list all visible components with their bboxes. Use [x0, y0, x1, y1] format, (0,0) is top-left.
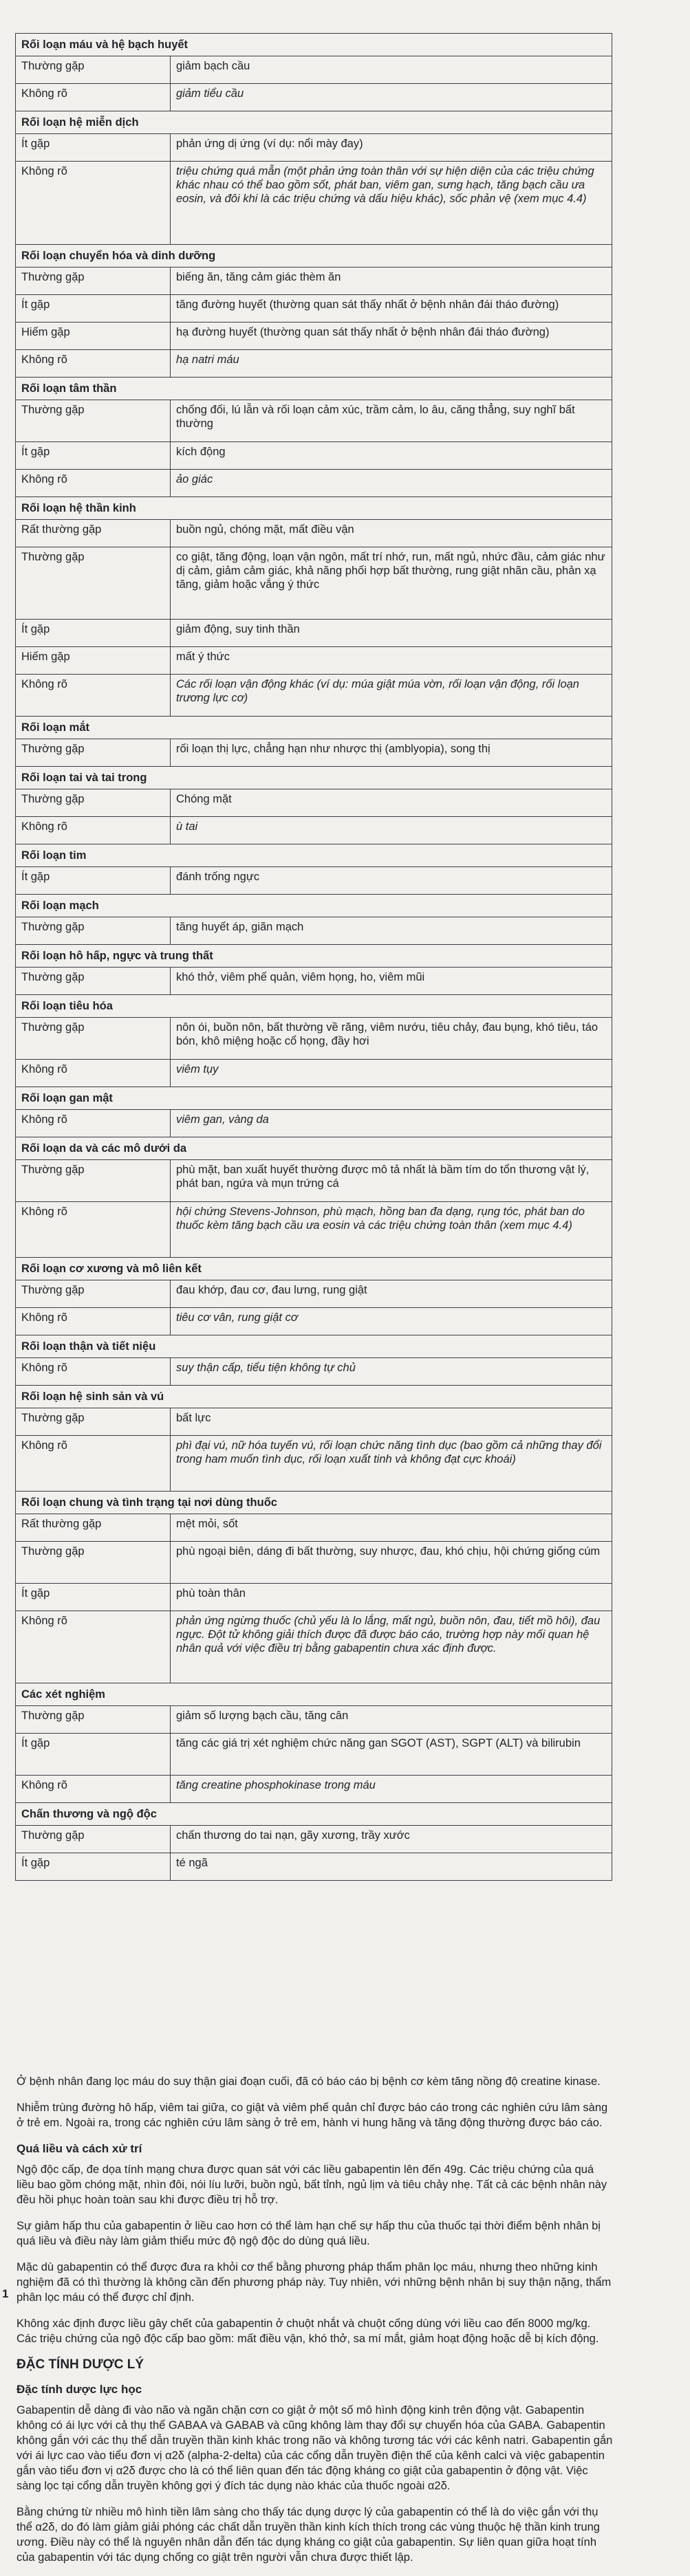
overdose-paragraph-4: Không xác định được liều gây chết của gabapentin ở chuột nhắt và chuột cống dùng với liều cao đến 8000 mg/kg. Các triệu chứng của ngộ độc cấp bao gồm: mất điều vận, khó thở, sa mí mắt, giảm hoạt động hoặc dễ bị kích động. — [17, 2317, 599, 2345]
adverse-reactions-table — [15, 33, 612, 1881]
reaction-cell: hội chứng Stevens-Johnson, phù mạch, hồng ban đa dạng, rụng tóc, phát ban do thuốc kèm tăng bạch cầu ưa eosin và các triệu chứng toàn thân (xem mục 4.4) — [171, 1202, 612, 1258]
frequency-cell: Không rõ — [16, 84, 171, 111]
frequency-cell: Thường gặp — [16, 1408, 171, 1436]
section-title: Rối loạn gan mật — [16, 1087, 612, 1110]
table-row — [16, 323, 612, 350]
reaction-cell: suy thận cấp, tiểu tiện không tự chủ — [171, 1358, 612, 1386]
reaction-cell: tăng các giá trị xét nghiệm chức năng gan SGOT (AST), SGPT (ALT) và bilirubin — [171, 1734, 612, 1776]
table-row — [16, 1611, 612, 1683]
table-row — [16, 1853, 612, 1881]
section-header-row — [16, 245, 612, 268]
overdose-paragraph-1: Ngộ độc cấp, đe dọa tính mạng chưa được quan sát với các liều gabapentin lên đến 49g. Các triệu chứng của quá liều bao gồm chóng mặt, nhìn đôi, nói líu lưỡi, buồn ngủ, bất tỉnh, ngủ lịm và tiêu chảy nhẹ. Tất cả các bệnh nhân này đều hồi phục hoàn toàn sau khi được điều trị hỗ trợ. — [17, 2163, 607, 2206]
reaction-cell: phù toàn thân — [171, 1584, 612, 1611]
pharmacodynamics-paragraph-2: Bằng chứng từ nhiều mô hình tiền lâm sàng cho thấy tác dụng dược lý của gabapentin có thể là do việc gắn với thụ thể α2δ, do đó làm giảm giải phóng các chất dẫn truyền thần kinh kích thích trong các vùng thuộc hệ thần kinh trung ương. Điều này có thể là nguyên nhân dẫn đến tác dụng kháng co giật của gabapentin. Sự liên quan giữa hoạt tính của gabapentin với tác dụng chống co giật trên người vẫn chưa được thiết lập. — [17, 2506, 600, 2564]
table-row — [16, 134, 612, 162]
reaction-cell: Chóng mặt — [171, 789, 612, 817]
section-title: Rối loạn chuyển hóa và dinh dưỡng — [16, 245, 612, 268]
table-row — [16, 1202, 612, 1258]
frequency-cell: Hiếm gặp — [16, 323, 171, 350]
frequency-cell: Không rõ — [16, 1358, 171, 1386]
reaction-cell: ù tai — [171, 817, 612, 844]
section-header-row — [16, 995, 612, 1018]
section-title: Rối loạn hệ sinh sản và vú — [16, 1386, 612, 1408]
table-row — [16, 739, 612, 767]
section-header-row — [16, 945, 612, 968]
reaction-cell: chống đối, lú lẫn và rối loạn cảm xúc, trầm cảm, lo âu, căng thẳng, suy nghĩ bất thường — [171, 400, 612, 442]
section-number-marker: 1 — [2, 2287, 9, 2300]
section-title: Các xét nghiệm — [16, 1683, 612, 1706]
pharmacodynamics-paragraph-1: Gabapentin dễ dàng đi vào não và ngăn chặn cơn co giật ở một số mô hình động kinh trên động vật. Gabapentin không có ái lực với cả thụ thể GABAA và GABAB và cũng không làm thay đổi sự chuyển hóa của GABA. Gabapentin không gắn với các thụ thể dẫn truyền thần kinh khác trong não và không tương tác với các kênh natri. Gabapentin gắn với ái lực cao vào tiểu đơn vị α2δ (alpha-2-delta) của các cổng dẫn truyền điện thế của kênh calci và việc gabapentin gắn vào tiểu đơn vị α2δ được cho là có thể liên quan đến tác động kháng co giật của gabapentin ở động vật. Việc sàng lọc tại cổng dẫn truyền không gợi ý đích tác dụng nào khác của thuốc ngoài α2δ. — [17, 2404, 613, 2492]
frequency-cell: Không rõ — [16, 470, 171, 497]
section-title: Rối loạn tim — [16, 844, 612, 867]
table-row — [16, 1018, 612, 1060]
section-title: Rối loạn tiêu hóa — [16, 995, 612, 1018]
reaction-cell: đau khớp, đau cơ, đau lưng, rung giật — [171, 1280, 612, 1308]
frequency-cell: Không rõ — [16, 1202, 171, 1258]
table-row — [16, 1308, 612, 1335]
table-row — [16, 1734, 612, 1776]
pediatric-note: Nhiễm trùng đường hô hấp, viêm tai giữa, co giật và viêm phế quản chỉ được báo cáo trong các nghiên cứu lâm sàng ở trẻ em. Ngoài ra, trong các nghiên cứu lâm sàng ở trẻ em, hành vi hung hăng và tăng động thường được báo cáo. — [17, 2102, 608, 2129]
frequency-cell: Thường gặp — [16, 789, 171, 817]
table-row — [16, 350, 612, 378]
reaction-cell: buồn ngủ, chóng mặt, mất điều vận — [171, 520, 612, 547]
section-title: Rối loạn da và các mô dưới da — [16, 1137, 612, 1160]
table-row — [16, 1280, 612, 1308]
frequency-cell: Thường gặp — [16, 1018, 171, 1060]
section-title: Rối loạn tâm thần — [16, 378, 612, 400]
table-row — [16, 1160, 612, 1202]
table-row — [16, 162, 612, 245]
section-header-row — [16, 1386, 612, 1408]
section-header-row — [16, 1087, 612, 1110]
frequency-cell: Ít gặp — [16, 295, 171, 323]
frequency-cell: Ít gặp — [16, 867, 171, 895]
table-row — [16, 1358, 612, 1386]
frequency-cell: Thường gặp — [16, 1826, 171, 1853]
section-title: Rối loạn tai và tai trong — [16, 767, 612, 789]
reaction-cell: co giật, tăng động, loạn vận ngôn, mất trí nhớ, run, mất ngủ, nhức đầu, cảm giác như dị cảm, giảm cảm giác, khả năng phối hợp bất thường, rung giật nhãn cầu, phản xạ tăng, giảm hoặc vắng ý thức — [171, 547, 612, 620]
section-header-row — [16, 1258, 612, 1280]
frequency-cell: Thường gặp — [16, 56, 171, 84]
reaction-cell: giảm tiểu cầu — [171, 84, 612, 111]
table-row — [16, 817, 612, 844]
table-row — [16, 1542, 612, 1584]
table-row — [16, 400, 612, 442]
reaction-cell: phù ngoại biên, dáng đi bất thường, suy nhược, đau, khó chịu, hội chứng giống cúm — [171, 1542, 612, 1584]
frequency-cell: Không rõ — [16, 1110, 171, 1137]
table-row — [16, 520, 612, 547]
table-row — [16, 867, 612, 895]
section-title: Rối loạn hệ miễn dịch — [16, 111, 612, 134]
overdose-heading: Quá liều và cách xử trí — [17, 2142, 142, 2155]
reaction-cell: tăng huyết áp, giãn mạch — [171, 917, 612, 945]
reaction-cell: bất lực — [171, 1408, 612, 1436]
reaction-cell: té ngã — [171, 1853, 612, 1881]
table-row — [16, 620, 612, 647]
section-header-row — [16, 497, 612, 520]
frequency-cell: Không rõ — [16, 1776, 171, 1803]
frequency-cell: Không rõ — [16, 675, 171, 717]
reaction-cell: mất ý thức — [171, 647, 612, 675]
section-title: Rối loạn chung và tình trạng tại nơi dùng thuốc — [16, 1492, 612, 1514]
table-row — [16, 1408, 612, 1436]
table-row — [16, 968, 612, 995]
table-row — [16, 1060, 612, 1087]
frequency-cell: Ít gặp — [16, 442, 171, 470]
reaction-cell: kích động — [171, 442, 612, 470]
frequency-cell: Thường gặp — [16, 1706, 171, 1734]
reaction-cell: khó thở, viêm phế quản, viêm họng, ho, viêm mũi — [171, 968, 612, 995]
frequency-cell: Không rõ — [16, 350, 171, 378]
reaction-cell: chấn thương do tai nạn, gãy xương, trầy xước — [171, 1826, 612, 1853]
frequency-cell: Ít gặp — [16, 1584, 171, 1611]
reaction-cell: hạ đường huyết (thường quan sát thấy nhất ở bệnh nhân đái tháo đường) — [171, 323, 612, 350]
reaction-cell: ảo giác — [171, 470, 612, 497]
section-header-row — [16, 34, 612, 56]
reaction-cell: nôn ói, buồn nôn, bất thường về răng, viêm nướu, tiêu chảy, đau bụng, khó tiêu, táo bón, khô miệng hoặc cổ họng, đầy hơi — [171, 1018, 612, 1060]
reaction-cell: tăng creatine phosphokinase trong máu — [171, 1776, 612, 1803]
frequency-cell: Thường gặp — [16, 1160, 171, 1202]
reaction-cell: mệt mỏi, sốt — [171, 1514, 612, 1542]
section-header-row — [16, 717, 612, 739]
reaction-cell: phản ứng dị ứng (ví dụ: nổi mày đay) — [171, 134, 612, 162]
frequency-cell: Hiếm gặp — [16, 647, 171, 675]
section-title: Rối loạn hệ thần kinh — [16, 497, 612, 520]
frequency-cell: Thường gặp — [16, 1280, 171, 1308]
frequency-cell: Không rõ — [16, 1436, 171, 1492]
frequency-cell: Không rõ — [16, 817, 171, 844]
frequency-cell: Ít gặp — [16, 1734, 171, 1776]
table-row — [16, 470, 612, 497]
table-row — [16, 84, 612, 111]
table-row — [16, 1826, 612, 1853]
reaction-cell: giảm động, suy tinh thần — [171, 620, 612, 647]
section-title: Rối loạn hô hấp, ngực và trung thất — [16, 945, 612, 968]
frequency-cell: Rất thường gặp — [16, 1514, 171, 1542]
reaction-cell: biếng ăn, tăng cảm giác thèm ăn — [171, 268, 612, 295]
section-header-row — [16, 1137, 612, 1160]
body-text — [17, 2074, 614, 2576]
table-row — [16, 675, 612, 717]
section-title: Rối loạn mạch — [16, 895, 612, 917]
frequency-cell: Thường gặp — [16, 968, 171, 995]
table-row — [16, 56, 612, 84]
table-row — [16, 1436, 612, 1492]
overdose-paragraph-3: Mặc dù gabapentin có thể được đưa ra khỏi cơ thể bằng phương pháp thẩm phân lọc máu, nhưng theo những kinh nghiệm đã có thì thường là không cần đến phương pháp này. Tuy nhiên, với những bệnh nhân bị suy thận nặng, thẩm phân lọc máu có thể được chỉ định. — [17, 2261, 612, 2304]
reaction-cell: rối loạn thị lực, chẳng hạn như nhược thị (amblyopia), song thị — [171, 739, 612, 767]
table-row — [16, 547, 612, 620]
reaction-cell: phì đại vú, nữ hóa tuyến vú, rối loạn chức năng tình dục (bao gồm cả những thay đổi trong ham muốn tình dục, rối loạn xuất tinh và không đạt cực khoái) — [171, 1436, 612, 1492]
table-row — [16, 917, 612, 945]
section-title: Rối loạn thận và tiết niệu — [16, 1335, 612, 1358]
section-header-row — [16, 895, 612, 917]
pharmacology-heading: ĐẶC TÍNH DƯỢC LÝ — [17, 2357, 144, 2372]
reaction-cell: tăng đường huyết (thường quan sát thấy nhất ở bệnh nhân đái tháo đường) — [171, 295, 612, 323]
table-row — [16, 1706, 612, 1734]
frequency-cell: Rất thường gặp — [16, 520, 171, 547]
frequency-cell: Thường gặp — [16, 739, 171, 767]
table-row — [16, 1110, 612, 1137]
table-row — [16, 1776, 612, 1803]
table-row — [16, 442, 612, 470]
section-title: Rối loạn cơ xương và mô liên kết — [16, 1258, 612, 1280]
reaction-cell: phản ứng ngừng thuốc (chủ yếu là lo lắng, mất ngủ, buồn nôn, đau, tiết mồ hôi), đau ngực. Đột tử không giải thích được đã được báo cáo, trường hợp này mối quan hệ nhân quả với việc điều trị bằng gabapentin chưa xác định được. — [171, 1611, 612, 1683]
table-row — [16, 295, 612, 323]
frequency-cell: Thường gặp — [16, 400, 171, 442]
frequency-cell: Không rõ — [16, 1308, 171, 1335]
frequency-cell: Không rõ — [16, 1611, 171, 1683]
frequency-cell: Ít gặp — [16, 620, 171, 647]
section-header-row — [16, 378, 612, 400]
section-header-row — [16, 844, 612, 867]
section-title: Rối loạn máu và hệ bạch huyết — [16, 34, 612, 56]
frequency-cell: Thường gặp — [16, 917, 171, 945]
frequency-cell: Không rõ — [16, 1060, 171, 1087]
reaction-cell: Các rối loạn vận động khác (ví dụ: múa giật múa vờn, rối loạn vận động, rối loạn trương lực cơ) — [171, 675, 612, 717]
reaction-cell: viêm gan, vàng da — [171, 1110, 612, 1137]
section-header-row — [16, 1803, 612, 1826]
section-header-row — [16, 111, 612, 134]
frequency-cell: Thường gặp — [16, 268, 171, 295]
overdose-paragraph-2: Sự giảm hấp thu của gabapentin ở liều cao hơn có thể làm hạn chế sự hấp thu của thuốc tại thời điểm bệnh nhân bị quá liều và điều này làm giảm thiểu mức độ ngộ độc do dùng quá liều. — [17, 2220, 601, 2247]
section-title: Chấn thương và ngộ độc — [16, 1803, 612, 1826]
section-header-row — [16, 767, 612, 789]
reaction-cell: hạ natri máu — [171, 350, 612, 378]
section-header-row — [16, 1492, 612, 1514]
reaction-cell: giảm số lượng bạch cầu, tăng cân — [171, 1706, 612, 1734]
reaction-cell: tiêu cơ vân, rung giật cơ — [171, 1308, 612, 1335]
table-row — [16, 789, 612, 817]
frequency-cell: Ít gặp — [16, 134, 171, 162]
reaction-cell: đánh trống ngực — [171, 867, 612, 895]
frequency-cell: Ít gặp — [16, 1853, 171, 1881]
section-header-row — [16, 1335, 612, 1358]
reaction-cell: giảm bạch cầu — [171, 56, 612, 84]
table-row — [16, 1514, 612, 1542]
pharmacodynamics-heading: Đặc tính dược lực học — [17, 2383, 142, 2396]
table-row — [16, 268, 612, 295]
table-row — [16, 1584, 612, 1611]
reaction-cell: viêm tụy — [171, 1060, 612, 1087]
frequency-cell: Thường gặp — [16, 547, 171, 620]
renal-note: Ở bệnh nhân đang lọc máu do suy thận giai đoạn cuối, đã có báo cáo bị bệnh cơ kèm tăng nồng độ creatine kinase. — [17, 2075, 601, 2088]
table-row — [16, 647, 612, 675]
section-header-row — [16, 1683, 612, 1706]
reaction-cell: triệu chứng quá mẫn (một phản ứng toàn thân với sự hiện diện của các triệu chứng khác nhau có thể bao gồm sốt, phát ban, viêm gan, sưng hạch, tăng bạch cầu ưa eosin, và đôi khi là các triệu chứng và dấu hiệu khác), sốc phản vệ (xem mục 4.4) — [171, 162, 612, 245]
section-title: Rối loạn mắt — [16, 717, 612, 739]
frequency-cell: Không rõ — [16, 162, 171, 245]
reaction-cell: phù mặt, ban xuất huyết thường được mô tả nhất là bầm tím do tổn thương vật lý, phát ban, ngứa và mụn trứng cá — [171, 1160, 612, 1202]
frequency-cell: Thường gặp — [16, 1542, 171, 1584]
